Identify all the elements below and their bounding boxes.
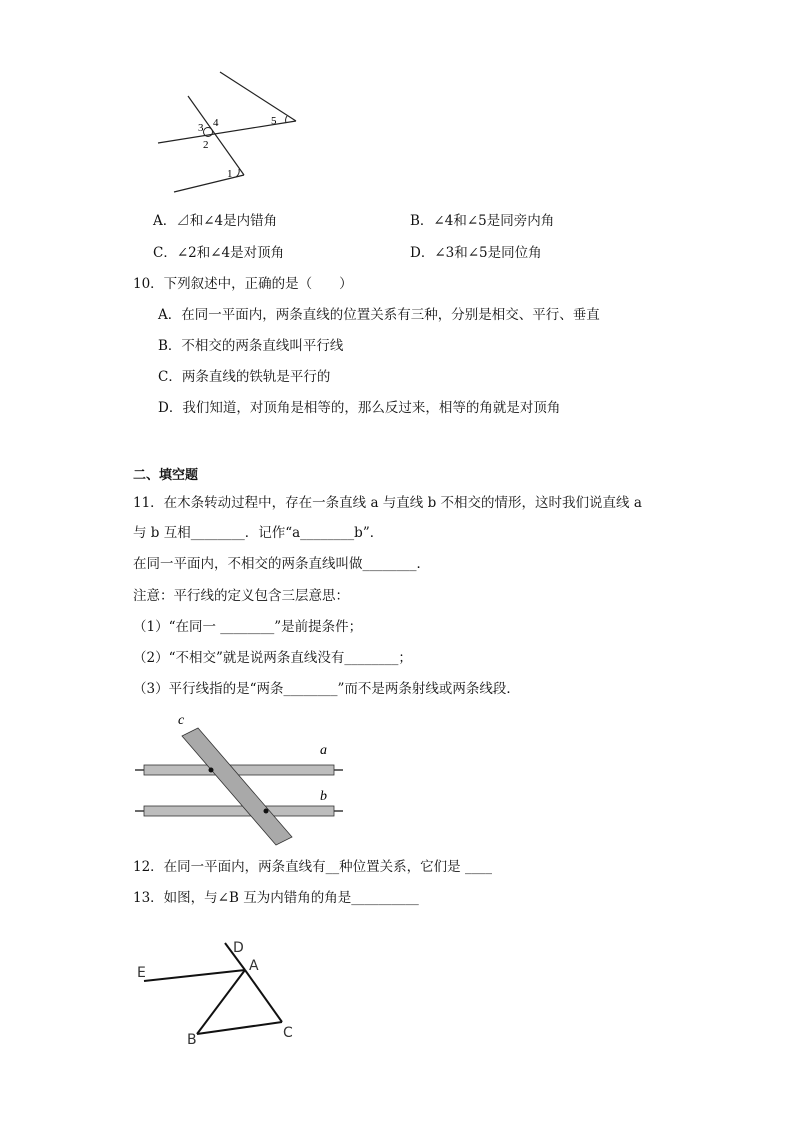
angle-figure: [150, 68, 310, 198]
point-label-a: A: [249, 958, 259, 974]
label-b: b: [320, 789, 327, 804]
strip-a: [144, 765, 334, 775]
side-ac: [245, 970, 282, 1022]
pivot-b: [264, 809, 269, 814]
strip-b: [144, 806, 334, 816]
angle-label-3: 3: [198, 122, 204, 134]
side-bc: [197, 1022, 282, 1034]
strip-c: [182, 728, 292, 845]
ray-ae: [144, 970, 245, 981]
q10-option-a: A．在同一平面内，两条直线的位置关系有三种，分别是相交、平行、垂直: [158, 307, 600, 323]
q11-line6: （2）“不相交”就是说两条直线没有________；: [133, 650, 412, 666]
q11-line7: （3）平行线指的是“两条________”而不是两条射线或两条线段．: [133, 681, 520, 697]
point-label-e: E: [137, 965, 146, 981]
angle-label-4: 4: [213, 117, 219, 129]
point-label-b: B: [187, 1032, 197, 1048]
label-a: a: [320, 743, 327, 758]
q10-option-d: D．我们知道，对顶角是相等的，那么反过来，相等的角就是对顶角: [158, 400, 561, 416]
triangle-figure: [130, 935, 310, 1050]
angle-label-5: 5: [271, 115, 277, 127]
q11-line3: 在同一平面内，不相交的两条直线叫做________．: [133, 556, 430, 572]
point-label-d: D: [233, 940, 244, 956]
label-c: c: [178, 713, 185, 728]
q10-stem: 10．下列叙述中，正确的是（ ）: [133, 276, 353, 292]
q9-option-b: B．∠4和∠5是同旁内角: [410, 213, 555, 229]
line-steep: [188, 96, 244, 175]
q13-text: 13．如图，与∠B 互为内错角的角是__________: [133, 890, 419, 906]
q9-option-d: D．∠3和∠5是同位角: [410, 245, 542, 261]
pivot-a: [209, 768, 214, 773]
q11-line4: 注意：平行线的定义包含三层意思：: [133, 588, 349, 604]
q11-line1: 11．在木条转动过程中，存在一条直线 a 与直线 b 不相交的情形，这时我们说直线 a: [133, 495, 642, 511]
section-title: 二、填空题: [133, 468, 199, 483]
q12-text: 12．在同一平面内，两条直线有__种位置关系，它们是 ____: [133, 859, 492, 875]
line-upper-right: [220, 72, 296, 121]
line-lower: [174, 175, 244, 192]
q11-line5: （1）“在同一 ________”是前提条件；: [133, 619, 363, 635]
q9-option-a: A．⊿和∠4是内错角: [153, 213, 278, 229]
q11-line2: 与 b 互相________．记作“a________b”．: [133, 525, 384, 541]
q10-option-b: B．不相交的两条直线叫平行线: [158, 338, 344, 354]
q9-option-c: C．∠2和∠4是对顶角: [153, 245, 285, 261]
parallel-strips-figure: [130, 710, 350, 850]
angle-label-1: 1: [227, 168, 233, 180]
point-label-c: C: [283, 1025, 293, 1041]
q10-option-c: C．两条直线的铁轨是平行的: [158, 369, 331, 385]
side-ab: [197, 970, 245, 1034]
angle-label-2: 2: [203, 139, 209, 151]
